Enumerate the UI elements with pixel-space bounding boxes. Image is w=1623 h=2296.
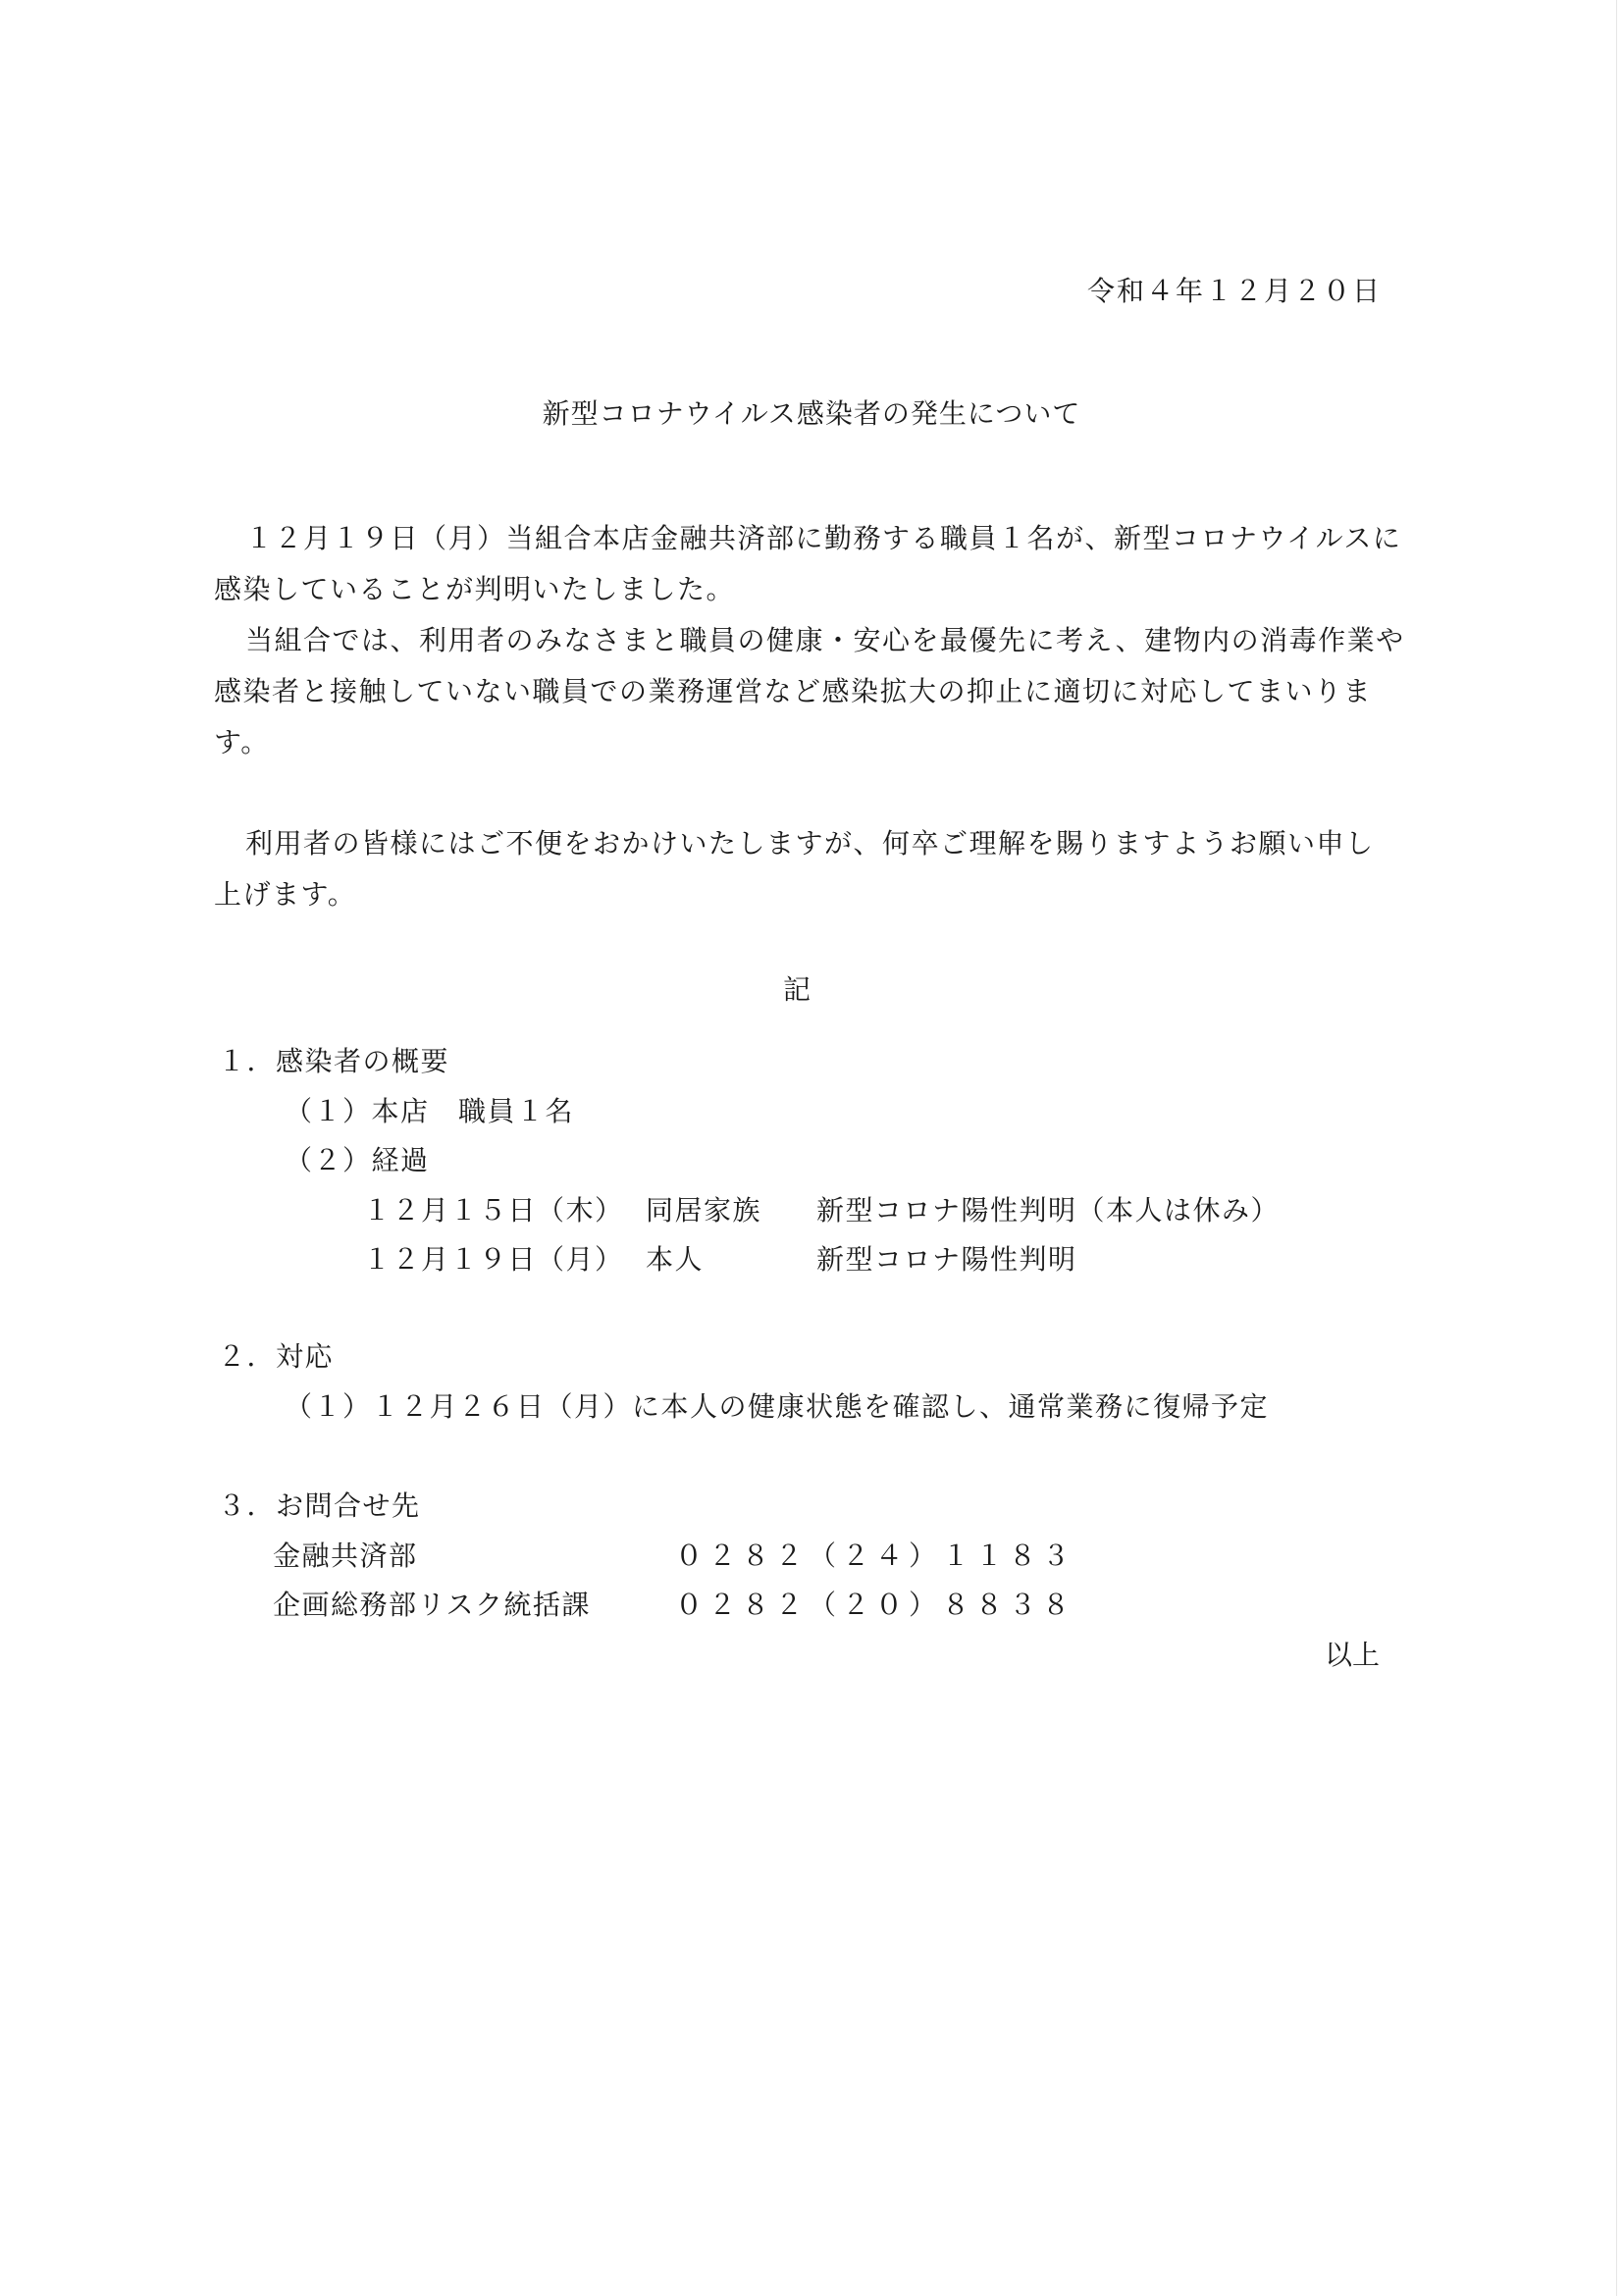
contact-phone: ０２８２（２４）１１８３ bbox=[675, 1539, 1076, 1572]
section-2-item-1: （１）１２月２６日（月）に本人の健康状態を確認し、通常業務に復帰予定 bbox=[285, 1390, 1270, 1423]
closing-text: 以上 bbox=[1324, 1639, 1380, 1671]
timeline-who: 同居家族 bbox=[646, 1194, 762, 1226]
paragraph-2-line-1: 当組合では、利用者のみなさまと職員の健康・安心を最優先に考え、建物内の消毒作業や bbox=[245, 624, 1405, 656]
document-date: 令和４年１２月２０日 bbox=[1086, 275, 1382, 307]
paragraph-2-line-3: す。 bbox=[214, 726, 270, 758]
section-1-heading: １．感染者の概要 bbox=[218, 1045, 450, 1077]
section-1-item-2: （２）経過 bbox=[285, 1144, 430, 1176]
section-3-heading: ３．お問合せ先 bbox=[218, 1489, 421, 1522]
document-title: 新型コロナウイルス感染者の発生について bbox=[542, 397, 1081, 430]
paragraph-1-line-1: １２月１９日（月）当組合本店金融共済部に勤務する職員１名が、新型コロナウイルスに bbox=[245, 522, 1402, 554]
section-2-heading: ２．対応 bbox=[218, 1340, 335, 1373]
timeline-who: 本人 bbox=[646, 1243, 705, 1276]
timeline-date: １２月１９日（月） bbox=[363, 1243, 624, 1276]
contact-dept: 金融共済部 bbox=[273, 1539, 418, 1572]
paragraph-3-line-1: 利用者の皆様にはご不便をおかけいたしますが、何卒ご理解を賜りますようお願い申し bbox=[245, 827, 1375, 860]
timeline-event: 新型コロナ陽性判明 bbox=[816, 1243, 1077, 1276]
timeline-event: 新型コロナ陽性判明（本人は休み） bbox=[816, 1194, 1281, 1226]
paragraph-3-line-2: 上げます。 bbox=[214, 878, 357, 911]
contact-dept: 企画総務部リスク統括課 bbox=[273, 1589, 591, 1621]
paragraph-1-line-2: 感染していることが判明いたしました。 bbox=[214, 573, 736, 605]
section-1-item-1: （１）本店 職員１名 bbox=[285, 1095, 575, 1127]
ki-heading: 記 bbox=[782, 973, 811, 1006]
contact-phone: ０２８２（２０）８８３８ bbox=[675, 1589, 1076, 1621]
paragraph-2-line-2: 感染者と接触していない職員での業務運営など感染拡大の抑止に適切に対応してまいりま bbox=[214, 675, 1373, 707]
scan-edge-line bbox=[1616, 0, 1617, 2296]
timeline-date: １２月１５日（木） bbox=[363, 1194, 624, 1226]
